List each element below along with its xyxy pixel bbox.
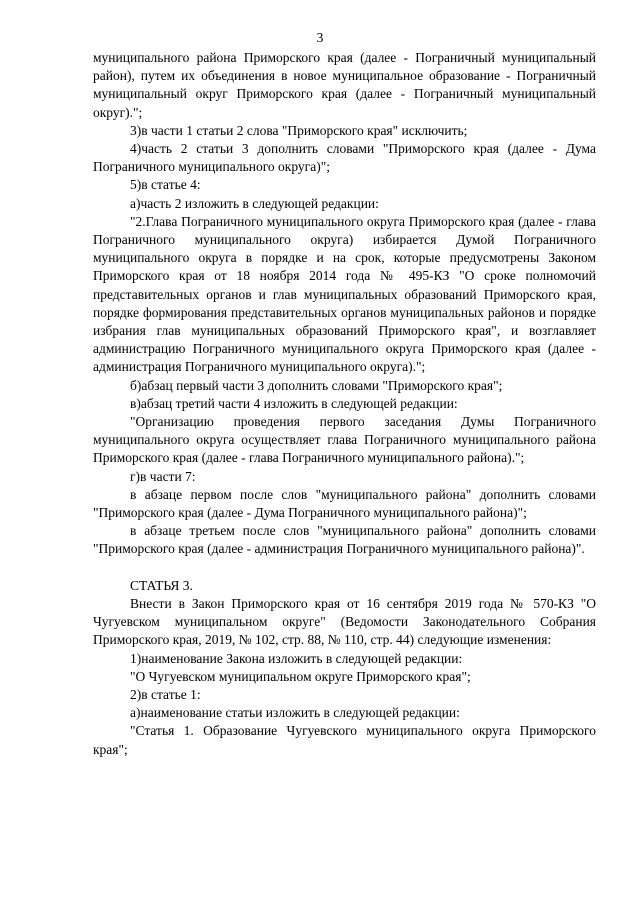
paragraph-15: 1)наименование Закона изложить в следующей редакции: — [130, 650, 463, 666]
section-gap — [93, 559, 596, 577]
paragraph-2: 3)в части 1 статьи 2 слова "Приморского края" исключить; — [130, 122, 468, 138]
paragraph-12: в абзаце третьем после слов "муниципального района" дополнить словами "Приморского края (далее - администрация Пограничного муниципального района)". — [93, 523, 596, 557]
paragraph-7: б)абзац первый части 3 дополнить словами "Приморского края"; — [130, 377, 503, 393]
paragraph-4: 5)в статье 4: — [130, 177, 201, 193]
paragraph-11: в абзаце первом после слов "муниципального района" дополнить словами "Приморского края (далее - Дума Пограничного муниципального района)"; — [93, 486, 596, 521]
paragraph-18: а)наименование статьи изложить в следующей редакции: — [130, 705, 460, 721]
paragraph-8: в)абзац третий части 4 изложить в следующей редакции: — [130, 395, 458, 411]
document-body — [93, 49, 596, 759]
paragraph-10: г)в части 7: — [130, 468, 196, 484]
paragraph-3: 4)часть 2 статьи 3 дополнить словами "Приморского края (далее - Дума Пограничного муниципального округа)"; — [93, 141, 596, 175]
paragraph-5: а)часть 2 изложить в следующей редакции: — [130, 195, 379, 211]
page-number: 3 — [316, 30, 324, 45]
paragraph-9: "Организацию проведения первого заседания Думы Пограничного муниципального округа осуществляет глава Пограничного муниципального района Приморского края (далее - глава Пограничного муниципального района)."; — [93, 414, 596, 466]
paragraph-16: "О Чугуевском муниципальном округе Приморского края"; — [130, 668, 471, 684]
paragraph-1: муниципального района Приморского края (далее - Пограничный муниципальный район), путем их объединения в новое муниципальное образование - Пограничный муниципальный округ Приморского края (далее - Пограничный муниципальный округ)."; — [93, 50, 596, 120]
paragraph-14: Внести в Закон Приморского края от 16 сентября 2019 года № 570-КЗ "О Чугуевском муниципальном округе" (Ведомости Законодательного Собрания Приморского края, 2019, № 102, стр. 88, № 110, стр. 44) следующие изменения: — [93, 595, 596, 648]
paragraph-17: 2)в статье 1: — [130, 686, 201, 702]
paragraph-6: "2.Глава Пограничного муниципального округа Приморского края (далее - глава Пограничного муниципального округа) избирается Думой Пограничного муниципального округа в порядке и на срок, которые предусмотрены Законом Приморского края от 18 ноября 2014 года № 495-КЗ "О сроке полномочий представительных органов и глав муниципальных образований Приморского края, порядке формирования представительных органов муниципальных районов и порядке избрания глав муниципальных образований Приморского края", и возглавляет администрацию Пограничного муниципального округа Приморского края (далее - администрация Пограничного муниципального округа)."; — [93, 213, 596, 375]
article-heading: СТАТЬЯ 3. — [130, 577, 193, 593]
paragraph-19: "Статья 1. Образование Чугуевского муниципального округа Приморского края"; — [93, 723, 596, 757]
